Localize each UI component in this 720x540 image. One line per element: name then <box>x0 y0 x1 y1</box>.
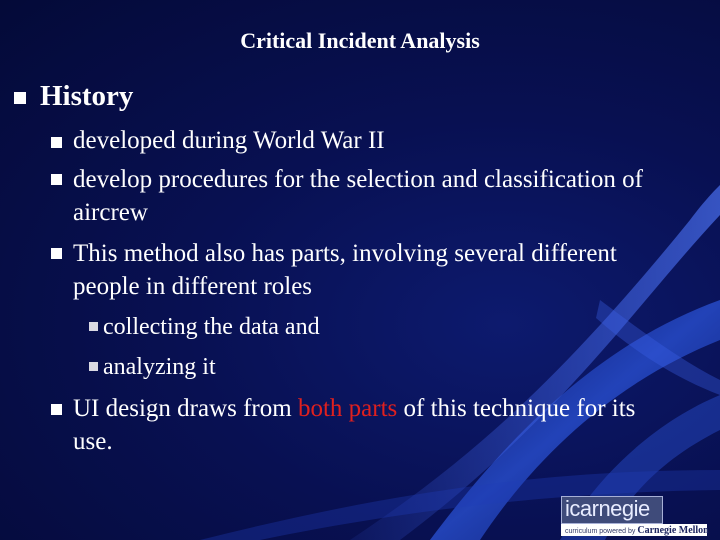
bullet-text-continued: people in different roles <box>73 273 313 300</box>
bullet-marker <box>51 137 62 148</box>
bullet-text: developed during World War II <box>73 127 385 154</box>
bullet-marker <box>51 404 62 415</box>
logo-box <box>561 496 663 524</box>
bullet-text: develop procedures for the selection and classification of <box>73 166 643 193</box>
bullet-text-pre: UI design draws from <box>73 395 298 422</box>
bullet-text-design <box>73 392 635 425</box>
bullet-text-continued: use. <box>73 428 113 455</box>
heading-history: History <box>40 80 134 112</box>
logo-caption <box>565 525 709 536</box>
sub-bullet-text: analyzing it <box>103 354 216 380</box>
bullet-marker <box>14 92 26 104</box>
sub-bullet-marker <box>89 362 98 371</box>
icarnegie-logo <box>561 496 707 538</box>
logo-sub-text: curriculum powered by <box>565 528 636 535</box>
bullet-text-post: of this technique for its <box>397 395 636 422</box>
bullet-marker <box>51 174 62 185</box>
sub-bullet-text: collecting the data and <box>103 314 320 340</box>
sub-bullet-marker <box>89 322 98 331</box>
slide-title: Critical Incident Analysis <box>240 28 480 53</box>
logo-cmu-text: Carnegie Mellon <box>637 525 709 536</box>
bullet-marker <box>51 248 62 259</box>
bullet-text-continued: aircrew <box>73 199 148 226</box>
highlight-both-parts: both parts <box>297 395 398 422</box>
logo-word: icarnegie <box>565 496 650 521</box>
bullet-text: This method also has parts, involving several different <box>73 240 617 267</box>
